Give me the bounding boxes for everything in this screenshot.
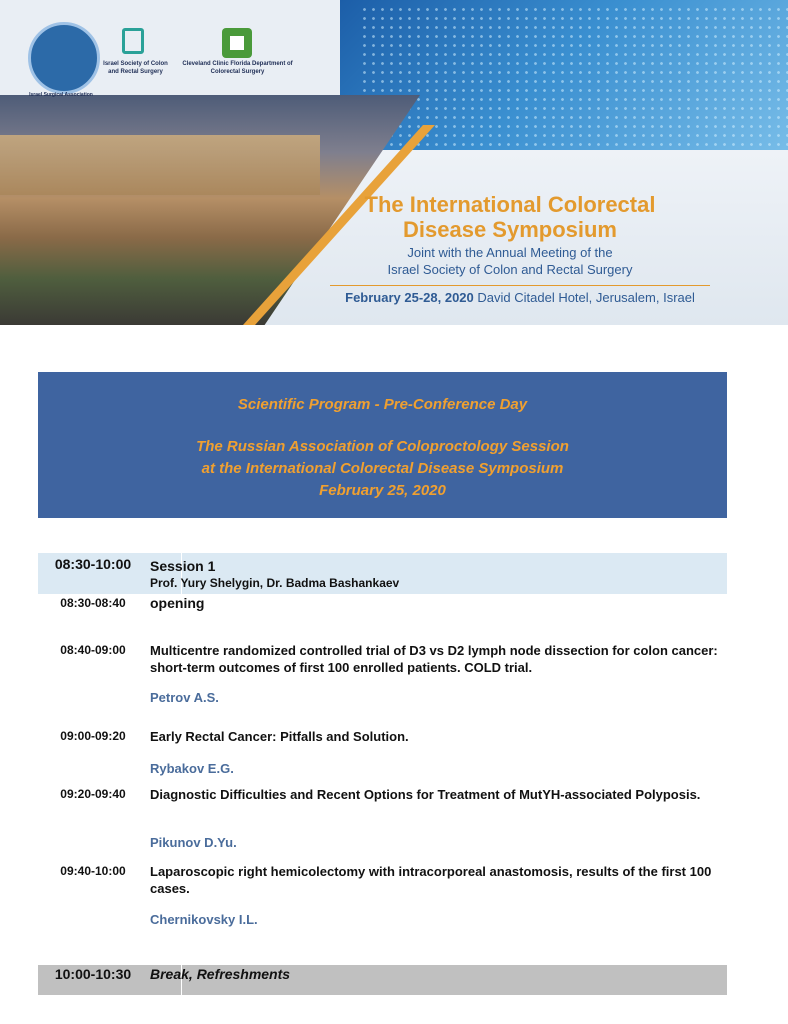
break-time: 10:00-10:30 (54, 966, 132, 982)
table-row (38, 728, 727, 783)
cleveland-clinic-logo-icon (222, 28, 252, 58)
session-header-row (38, 553, 727, 594)
program-date: February 25, 2020 (319, 482, 446, 499)
israel-surgical-logo-text: Israel Surgical Association (29, 92, 93, 98)
item-title: Laparoscopic right hemicolectomy with intracorporeal anastomosis, results of the first 100 cases. (150, 864, 712, 896)
header-banner (0, 0, 788, 325)
session-name: Session 1 (150, 558, 216, 574)
cleveland-clinic-logo-text: Cleveland Clinic Florida Department of Colorectal Surgery (182, 61, 293, 75)
item-time: 08:40-09:00 (60, 643, 126, 657)
item-title: Diagnostic Difficulties and Recent Options for Treatment of MutYH-associated Polyposis. (150, 787, 701, 802)
symposium-subtitle (300, 244, 720, 278)
session-title-line-1: The Russian Association of Coloproctology Session (196, 438, 569, 455)
isocrs-logo-text: Israel Society of Colon and Rectal Surgery (103, 61, 168, 75)
title-line-2: Disease Symposium (403, 217, 617, 242)
session-chairs: Prof. Yury Shelygin, Dr. Badma Bashankaev (150, 576, 400, 590)
emblem-icon (28, 22, 100, 94)
dates-venue (300, 290, 740, 305)
break-title: Break, Refreshments (150, 966, 291, 982)
program-header-box (38, 372, 727, 518)
item-title: Early Rectal Cancer: Pitfalls and Solution. (150, 729, 409, 744)
session-time: 08:30-10:00 (54, 556, 132, 572)
item-time: 08:30-08:40 (60, 596, 126, 610)
subtitle-line-2: Israel Society of Colon and Rectal Surgery (387, 262, 633, 277)
symposium-title (300, 192, 720, 242)
item-speaker: Chernikovsky I.L. (150, 912, 258, 927)
item-speaker: Pikunov D.Yu. (150, 835, 237, 850)
table-row (38, 786, 727, 856)
symposium-venue: David Citadel Hotel, Jerusalem, Israel (477, 290, 695, 305)
table-row (38, 595, 727, 625)
session-title-line-2: at the International Colorectal Disease Symposium (201, 460, 564, 477)
item-title: Multicentre randomized controlled trial of D3 vs D2 lymph node dissection for colon cancer: short-term outcomes of first 100 enrolled patients. COLD trial. (150, 643, 718, 675)
table-row (38, 642, 727, 712)
isocrs-logo-icon (122, 28, 144, 54)
item-time: 09:00-09:20 (60, 729, 126, 743)
table-row (38, 863, 727, 933)
dot-pattern (360, 5, 788, 165)
item-time: 09:40-10:00 (60, 864, 126, 878)
item-speaker: Petrov A.S. (150, 690, 219, 705)
divider (330, 285, 710, 286)
subtitle-line-1: Joint with the Annual Meeting of the (407, 245, 613, 260)
symposium-dates: February 25-28, 2020 (345, 290, 474, 305)
program-heading: Scientific Program - Pre-Conference Day (237, 396, 528, 413)
item-speaker: Rybakov E.G. (150, 761, 234, 776)
title-line-1: The International Colorectal (364, 192, 656, 217)
item-title: opening (150, 595, 205, 611)
item-time: 09:20-09:40 (60, 787, 126, 801)
break-row (38, 965, 727, 995)
